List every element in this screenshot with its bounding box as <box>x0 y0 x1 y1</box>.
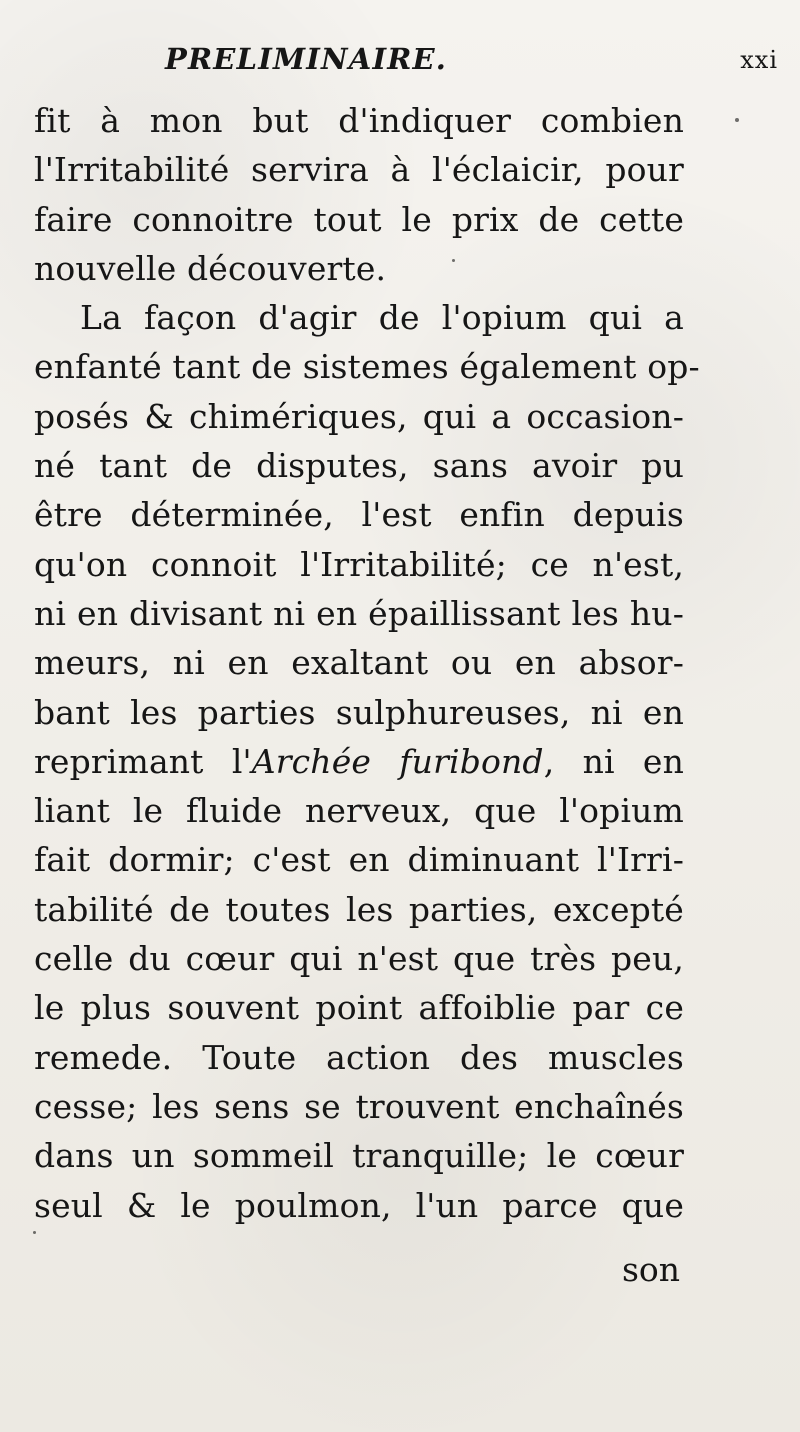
text-line: cesse; les sens se trouvent enchaînés <box>34 1086 684 1126</box>
text-line: enfanté tant de sistemes également op- <box>34 347 700 387</box>
text-line: l'Irritabilité servira à l'éclaicir, pour <box>34 150 684 190</box>
ink-speck <box>452 259 455 262</box>
text-line: le plus souvent point affoiblie par ce <box>34 988 684 1028</box>
text-line: qu'on connoit l'Irritabilité; ce n'est, <box>34 544 684 584</box>
text-line: né tant de disputes, sans avoir pu <box>34 446 684 486</box>
ink-speck <box>33 1231 36 1234</box>
text-run: reprimant l' <box>34 741 252 781</box>
text-line: La façon d'agir de l'opium qui a <box>80 298 684 338</box>
text-line-with-italic <box>34 737 684 786</box>
text-line: posés & chimériques, qui a occasion- <box>34 396 684 436</box>
ink-speck <box>735 118 739 122</box>
page-number: xxi <box>740 46 778 74</box>
page-header <box>0 38 800 88</box>
catchword: son <box>622 1250 681 1289</box>
text-line: liant le fluide nerveux, que l'opium <box>34 791 684 831</box>
text-line: tabilité de toutes les parties, excepté <box>34 889 684 929</box>
main-text-block <box>34 96 700 1230</box>
text-line: dans un sommeil tranquille; le cœur <box>34 1136 684 1176</box>
text-line: seul & le poulmon, l'un parce que <box>34 1185 684 1225</box>
text-line: faire connoitre tout le prix de cette <box>34 199 684 239</box>
text-line: nouvelle découverte. <box>34 248 387 288</box>
text-line: être déterminée, l'est enfin depuis <box>34 495 684 535</box>
text-line: bant les parties sulphureuses, ni en <box>34 692 684 732</box>
text-line: ni en divisant ni en épaillissant les hu- <box>34 593 684 633</box>
text-line: remede. Toute action des muscles <box>34 1037 684 1077</box>
text-run: , ni en <box>543 741 685 781</box>
text-line: celle du cœur qui n'est que très peu, <box>34 939 684 979</box>
italic-run: Archée furibond <box>251 741 544 781</box>
text-line: meurs, ni en exaltant ou en absor- <box>34 643 684 683</box>
running-title: PRELIMINAIRE. <box>165 42 448 76</box>
text-line: fit à mon but d'indiquer combien <box>34 101 684 140</box>
text-line: fait dormir; c'est en diminuant l'Irri- <box>34 840 684 880</box>
